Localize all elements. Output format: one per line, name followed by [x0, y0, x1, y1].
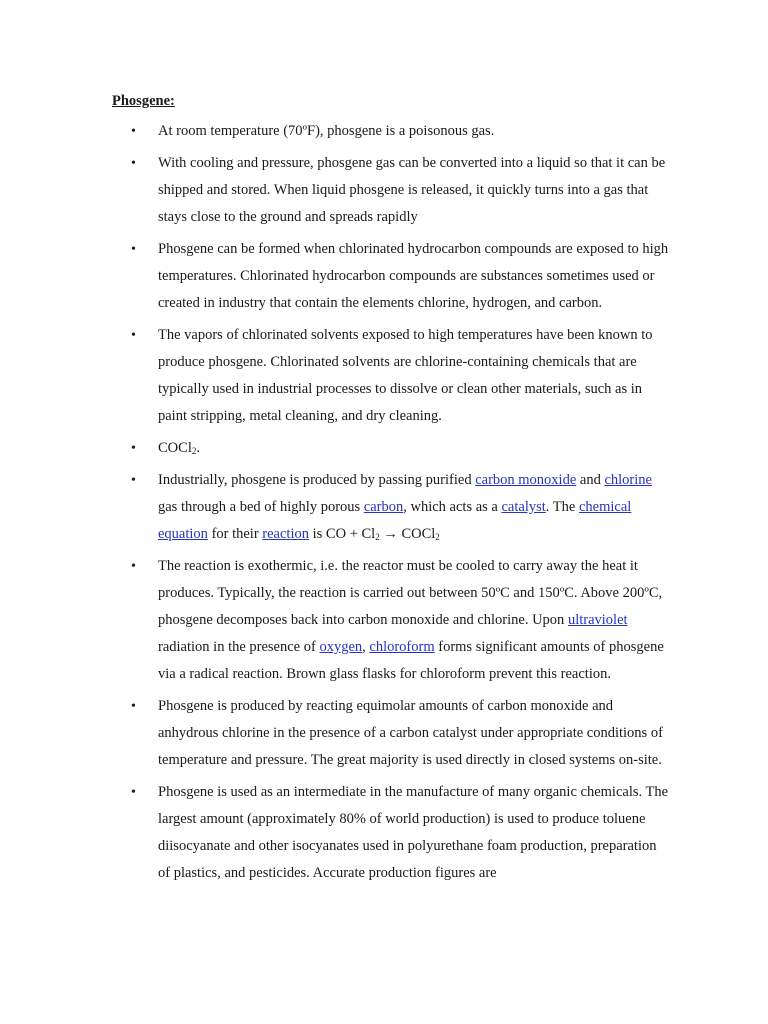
- bullet-list: [131, 118, 671, 892]
- text-run: The reaction is exothermic, i.e. the reactor must be cooled to carry away the heat it produces. Typically, the reaction is carried out between 50ºC and 150ºC. Above 200ºC, phosgene decomposes back into carbon monoxide and chlorine. Upon: [158, 558, 663, 628]
- link-chloroform[interactable]: chloroform: [369, 639, 435, 655]
- list-item-text: With cooling and pressure, phosgene gas can be converted into a liquid so that it can be shipped and stored. When liquid phosgene is released, it quickly turns into a gas that stays close to the ground and spreads rapidly: [158, 155, 666, 225]
- list-item-text: [158, 472, 652, 542]
- list-item: [131, 435, 671, 462]
- list-item-text: At room temperature (70ºF), phosgene is a poisonous gas.: [158, 123, 495, 139]
- list-item: [131, 150, 671, 231]
- link-catalyst[interactable]: catalyst: [501, 499, 546, 515]
- list-item: [131, 779, 671, 887]
- text-run: , which acts as a: [403, 499, 502, 515]
- page-title: Phosgene:: [112, 93, 175, 109]
- text-run: Industrially, phosgene is produced by passing purified: [158, 472, 476, 488]
- link-chlorine[interactable]: chlorine: [604, 472, 652, 488]
- text-run: ,: [362, 639, 370, 655]
- formula-subscript: 2: [191, 446, 197, 456]
- bullet-marker: •: [131, 156, 136, 171]
- formula-subscript: 2: [375, 532, 380, 542]
- formula-subscript: 2: [435, 532, 440, 542]
- link-oxygen[interactable]: oxygen: [319, 639, 363, 655]
- text-run: forms significant amounts of phosgene via a radical reaction. Brown glass flasks for chloroform prevent this reaction.: [158, 639, 664, 682]
- list-item-text: Phosgene can be formed when chlorinated hydrocarbon compounds are exposed to high temperatures. Chlorinated hydrocarbon compounds are substances sometimes used or created in industry that contain the elements chlorine, hydrogen, and carbon.: [158, 241, 669, 311]
- text-run: radiation in the presence of: [158, 639, 320, 655]
- link-chemical-equation[interactable]: chemical equation: [158, 499, 632, 542]
- bullet-marker: •: [131, 473, 136, 488]
- list-item-text: Phosgene is used as an intermediate in the manufacture of many organic chemicals. The largest amount (approximately 80% of world production) is used to produce toluene diisocyanate and other isocyanates used in polyurethane foam production, preparation of plastics, and pesticides. Accurate production figures are: [158, 784, 669, 881]
- formula-punctuation: .: [196, 440, 200, 456]
- list-item-text: [158, 558, 664, 682]
- text-run: is CO + Cl: [309, 526, 376, 542]
- bullet-marker: •: [131, 441, 136, 456]
- bullet-marker: •: [131, 559, 136, 574]
- bullet-marker: •: [131, 124, 136, 139]
- bullet-marker: •: [131, 785, 136, 800]
- text-run: and: [576, 472, 605, 488]
- link-carbon[interactable]: carbon: [363, 499, 404, 515]
- link-reaction[interactable]: reaction: [262, 526, 309, 542]
- text-run: → COCl: [379, 526, 436, 542]
- text-run: gas through a bed of highly porous: [158, 499, 364, 515]
- text-run: . The: [545, 499, 579, 515]
- link-carbon-monoxide[interactable]: carbon monoxide: [475, 472, 577, 488]
- list-item: [131, 236, 671, 317]
- link-ultraviolet[interactable]: ultraviolet: [567, 612, 628, 628]
- bullet-marker: •: [131, 699, 136, 714]
- formula-text: COCl: [158, 440, 192, 456]
- bullet-marker: •: [131, 242, 136, 257]
- list-item: [131, 322, 671, 430]
- bullet-marker: •: [131, 328, 136, 343]
- list-item-text: Phosgene is produced by reacting equimolar amounts of carbon monoxide and anhydrous chlorine in the presence of a carbon catalyst under appropriate conditions of temperature and pressure. The great majority is used directly in closed systems on-site.: [158, 698, 663, 768]
- list-item: [131, 553, 671, 688]
- chemical-formula: [158, 440, 200, 456]
- list-item: [131, 693, 671, 774]
- list-item: [131, 467, 671, 548]
- list-item: [131, 118, 671, 145]
- text-run: for their: [207, 526, 263, 542]
- list-item-text: The vapors of chlorinated solvents exposed to high temperatures have been known to produce phosgene. Chlorinated solvents are chlorine-containing chemicals that are typically used in industrial processes to dissolve or clean other materials, such as in paint stripping, metal cleaning, and dry cleaning.: [158, 327, 653, 424]
